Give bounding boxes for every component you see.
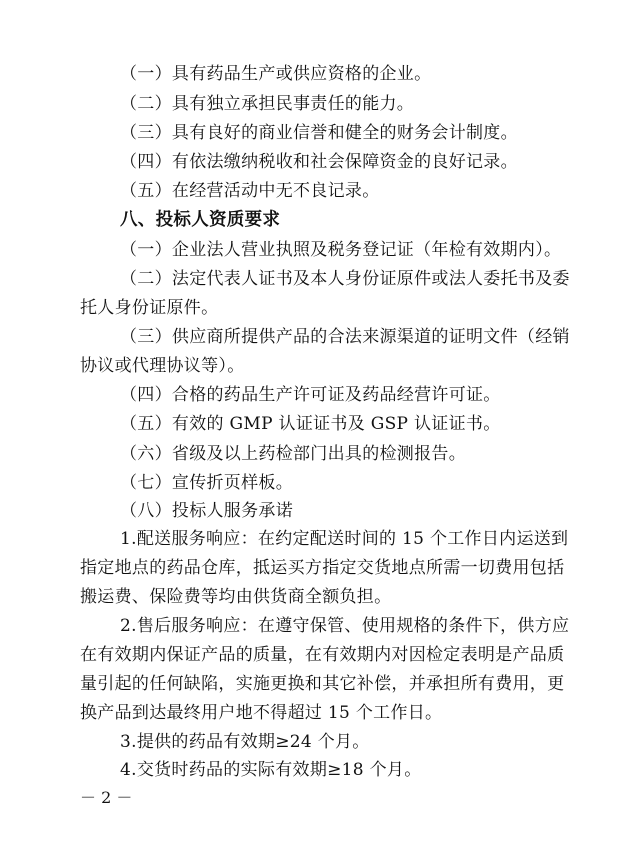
requirement-item-8: （八）投标人服务承诺 (120, 501, 293, 521)
qualification-item-3: （三）具有良好的商业信誉和健全的财务会计制度。 (120, 123, 518, 143)
service-paragraph-1-line-3: 搬运费、保险费等均由供货商全额负担。 (80, 587, 392, 607)
service-paragraph-4: 4.交货时药品的实际有效期≥18 个月。 (120, 760, 422, 780)
requirement-item-2-line-1: （二）法定代表人证书及本人身份证原件或法人委托书及委 (120, 269, 570, 289)
service-paragraph-1-line-2: 指定地点的药品仓库，抵运买方指定交货地点所需一切费用包括 (80, 558, 565, 578)
requirement-item-2-line-2: 托人身份证原件。 (80, 298, 219, 318)
qualification-item-4: （四）有依法缴纳税收和社会保障资金的良好记录。 (120, 152, 518, 172)
requirement-item-7: （七）宣传折页样板。 (120, 473, 293, 493)
service-paragraph-2-line-4: 换产品到达最终用户地不得超过 15 个工作日。 (80, 703, 443, 723)
qualification-item-2: （二）具有独立承担民事责任的能力。 (120, 94, 415, 114)
qualification-item-5: （五）在经营活动中无不良记录。 (120, 181, 380, 201)
service-paragraph-1-line-1: 1.配送服务响应：在约定配送时间的 15 个工作日内运送到 (120, 529, 569, 549)
service-paragraph-2-line-3: 量引起的任何缺陷，实施更换和其它补偿，并承担所有费用，更 (80, 674, 565, 694)
service-paragraph-2-line-1: 2.售后服务响应：在遵守保管、使用规格的条件下，供方应 (120, 616, 570, 636)
service-paragraph-2-line-2: 在有效期内保证产品的质量，在有效期内对因检定表明是产品质 (80, 645, 565, 665)
requirement-item-3-line-1: （三）供应商所提供产品的合法来源渠道的证明文件（经销 (120, 327, 570, 347)
section-heading: 八、投标人资质要求 (120, 210, 281, 230)
service-paragraph-3: 3.提供的药品有效期≥24 个月。 (120, 732, 370, 752)
requirement-item-3-line-2: 协议或代理协议等）。 (80, 356, 245, 376)
requirement-item-5: （五）有效的 GMP 认证证书及 GSP 认证证书。 (120, 414, 501, 434)
qualification-item-1: （一）具有药品生产或供应资格的企业。 (120, 64, 432, 84)
requirement-item-6: （六）省级及以上药检部门出具的检测报告。 (120, 444, 466, 464)
page-number: － 2 － (80, 788, 133, 807)
requirement-item-4: （四）合格的药品生产许可证及药品经营许可证。 (120, 385, 501, 405)
requirement-item-1: （一）企业法人营业执照及税务登记证（年检有效期内）。 (120, 240, 562, 260)
